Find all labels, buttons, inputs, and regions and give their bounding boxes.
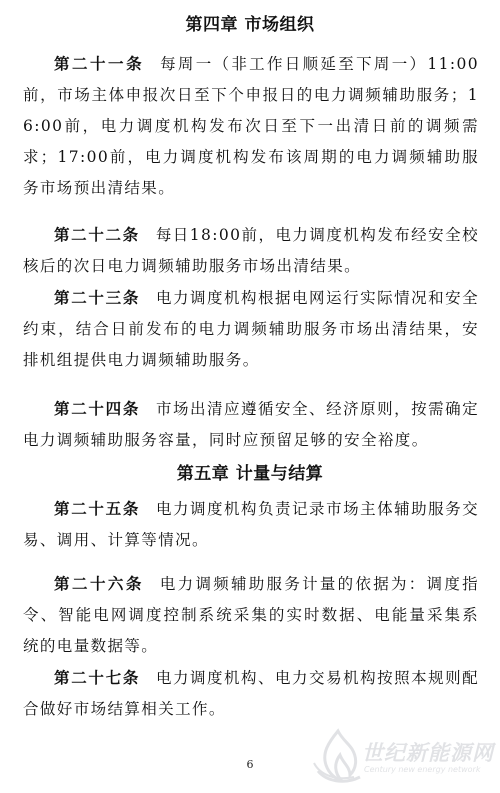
- article-24-text: 市场出清应遵循安全、经济原则，按需确定电力调频辅助服务容量，同时应预留足够的安全裕度。: [23, 400, 479, 449]
- article-22-label: 第二十二条: [54, 226, 140, 244]
- watermark: [304, 725, 494, 789]
- article-25-text: 电力调度机构负责记录市场主体辅助服务交易、调用、计算等情况。: [23, 500, 479, 549]
- page-number: 6: [246, 758, 254, 771]
- article-26-label: 第二十六条: [54, 575, 144, 593]
- article-21-label: 第二十一条: [54, 55, 145, 73]
- chapter-5-title: 第五章 计量与结算: [176, 464, 324, 484]
- article-23-text: 电力调度机构根据电网运行实际情况和安全约束，结合日前发布的电力调频辅助服务市场出清结果，安排机组提供电力调频辅助服务。: [23, 289, 479, 369]
- article-23-label: 第二十三条: [54, 289, 141, 307]
- article-22-text: 每日18:00前，电力调度机构发布经安全校核后的次日电力调频辅助服务市场出清结果。: [23, 226, 479, 275]
- watermark-title: 世纪新能源网: [362, 741, 494, 765]
- article-26: [23, 569, 479, 662]
- article-21-text: 每周一（非工作日顺延至下周一）11:00前，市场主体申报次日至下个申报日的电力调频辅助服务；16:00前，电力调度机构发布次日至下一出清日前的调频需求；17:00前，电力调度机构发布该周期的电力调频辅助服务市场预出清结果。: [23, 55, 479, 197]
- article-25: [23, 494, 479, 556]
- flame-logo-icon: [310, 727, 366, 785]
- article-21: [23, 49, 479, 204]
- article-27: [23, 663, 479, 725]
- watermark-subtitle: Century new energy network: [364, 765, 481, 774]
- article-26-text: 电力调频辅助服务计量的依据为：调度指令、智能电网调度控制系统采集的实时数据、电能量采集系统的电量数据等。: [23, 575, 479, 655]
- article-27-text: 电力调度机构、电力交易机构按照本规则配合做好市场结算相关工作。: [23, 669, 479, 718]
- chapter-4-title: 第四章 市场组织: [185, 15, 315, 35]
- article-22: [23, 220, 479, 282]
- article-25-label: 第二十五条: [54, 500, 141, 518]
- article-24-label: 第二十四条: [54, 400, 141, 418]
- article-24: [23, 394, 479, 456]
- article-23: [23, 283, 479, 376]
- article-27-label: 第二十七条: [54, 669, 141, 687]
